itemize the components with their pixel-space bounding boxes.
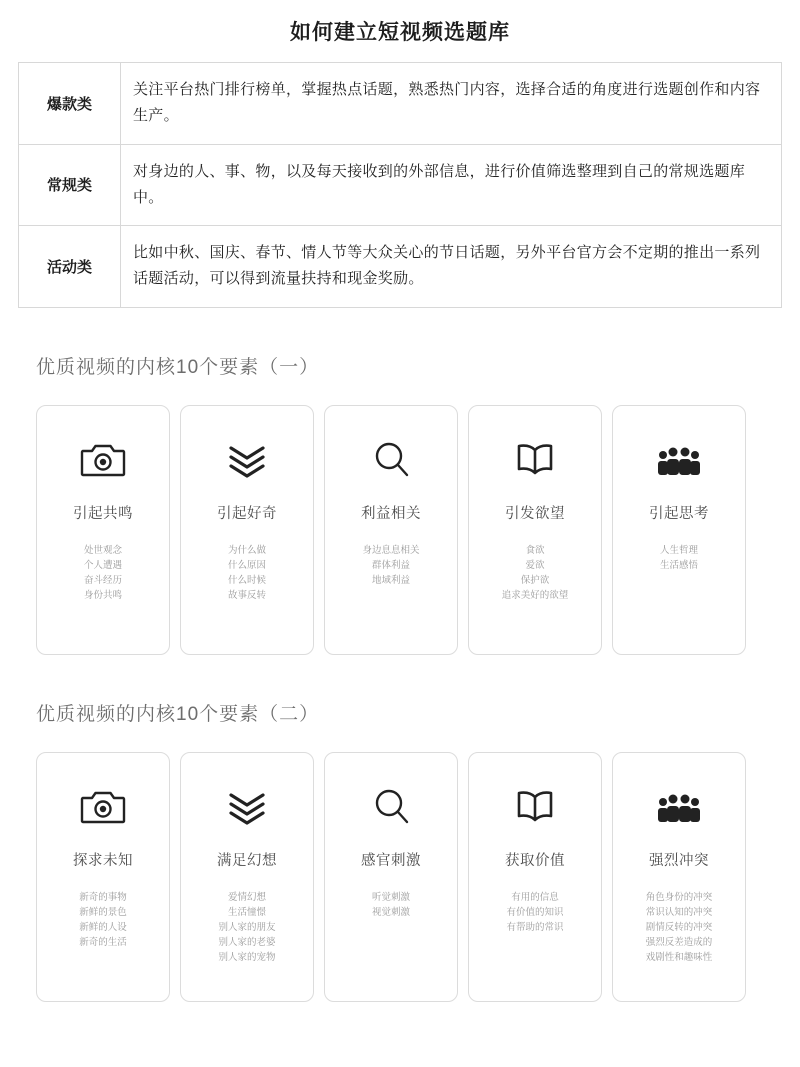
card-line: 为什么做 bbox=[227, 544, 266, 556]
card-line: 爱欲 bbox=[525, 559, 545, 571]
card-line: 强烈反差造成的 bbox=[645, 937, 713, 949]
card-detail-lines bbox=[79, 890, 127, 951]
card-line: 追求美好的欲望 bbox=[501, 590, 569, 602]
card-line: 别人家的朋友 bbox=[218, 921, 276, 933]
card-line: 人生哲理 bbox=[659, 544, 698, 556]
card-line: 奋斗经历 bbox=[83, 574, 122, 586]
card-detail-lines bbox=[362, 543, 419, 589]
search-icon bbox=[370, 432, 412, 488]
card-line: 常识认知的冲突 bbox=[645, 906, 713, 918]
topic-library-table bbox=[18, 62, 782, 308]
table-cell-category: 常规类 bbox=[19, 144, 121, 226]
card-line: 个人遭遇 bbox=[83, 559, 122, 571]
table-cell-description: 比如中秋、国庆、春节、情人节等大众关心的节日话题，另外平台官方会不定期的推出一系列话题活动，可以得到流量扶持和现金奖励。 bbox=[121, 226, 782, 308]
card-line: 爱情幻想 bbox=[227, 891, 266, 903]
element-card-curiosity bbox=[180, 405, 314, 655]
card-line: 生活感悟 bbox=[659, 559, 698, 571]
card-detail-lines bbox=[660, 543, 698, 573]
search-icon bbox=[370, 779, 412, 835]
card-line: 角色身份的冲突 bbox=[645, 891, 713, 903]
table-cell-category: 爆款类 bbox=[19, 63, 121, 145]
card-line: 别人家的老婆 bbox=[218, 937, 276, 949]
table-row bbox=[19, 63, 782, 145]
card-line: 什么原因 bbox=[227, 559, 266, 571]
card-line: 什么时候 bbox=[227, 574, 266, 586]
card-detail-lines bbox=[372, 890, 410, 920]
card-detail-lines bbox=[218, 890, 275, 966]
card-detail-lines bbox=[506, 890, 563, 936]
element-card-interest-relevance bbox=[324, 405, 458, 655]
card-line: 食欲 bbox=[525, 544, 545, 556]
element-card-desire bbox=[468, 405, 602, 655]
card-title: 探求未知 bbox=[73, 852, 133, 869]
card-title: 引发欲望 bbox=[505, 505, 565, 522]
card-title: 利益相关 bbox=[361, 505, 421, 522]
card-line: 新鲜的人设 bbox=[79, 921, 127, 933]
card-line: 处世观念 bbox=[83, 544, 122, 556]
card-line: 有用的信息 bbox=[511, 891, 559, 903]
card-line: 新奇的生活 bbox=[79, 937, 127, 949]
card-line: 身边息息相关 bbox=[362, 544, 420, 556]
card-detail-lines bbox=[502, 543, 569, 604]
chevrons-down-icon bbox=[224, 432, 270, 488]
element-card-strong-conflict bbox=[612, 752, 746, 1002]
element-card-reflection bbox=[612, 405, 746, 655]
card-title: 引起思考 bbox=[649, 505, 709, 522]
people-icon bbox=[655, 432, 703, 488]
element-card-fantasy bbox=[180, 752, 314, 1002]
table-row bbox=[19, 144, 782, 226]
card-title: 强烈冲突 bbox=[649, 852, 709, 869]
card-line: 保护欲 bbox=[520, 574, 550, 586]
card-line: 群体利益 bbox=[371, 559, 410, 571]
card-line: 有帮助的常识 bbox=[506, 921, 564, 933]
element-card-explore-unknown bbox=[36, 752, 170, 1002]
card-line: 剧情反转的冲突 bbox=[645, 921, 713, 933]
card-title: 满足幻想 bbox=[217, 852, 277, 869]
element-card-gain-value bbox=[468, 752, 602, 1002]
card-line: 地域利益 bbox=[371, 574, 410, 586]
card-line: 有价值的知识 bbox=[506, 906, 564, 918]
book-icon bbox=[511, 432, 559, 488]
section-heading-one: 优质视频的内核10个要素（一） bbox=[36, 356, 320, 378]
card-line: 别人家的宠物 bbox=[218, 952, 276, 964]
table-cell-description: 对身边的人、事、物，以及每天接收到的外部信息，进行价值筛选整理到自己的常规选题库中。 bbox=[121, 144, 782, 226]
card-line: 视觉刺激 bbox=[371, 906, 410, 918]
card-detail-lines bbox=[228, 543, 266, 604]
card-line: 听觉刺激 bbox=[371, 891, 410, 903]
card-title: 引起共鸣 bbox=[73, 505, 133, 522]
card-line: 戏剧性和趣味性 bbox=[645, 952, 713, 964]
card-line: 身份共鸣 bbox=[83, 590, 122, 602]
table-cell-category: 活动类 bbox=[19, 226, 121, 308]
topic-library-table-section bbox=[18, 0, 782, 308]
card-detail-lines bbox=[84, 543, 122, 604]
element-card-resonance bbox=[36, 405, 170, 655]
card-title: 获取价值 bbox=[505, 852, 565, 869]
table-row bbox=[19, 226, 782, 308]
camera-icon bbox=[80, 779, 126, 835]
card-line: 故事反转 bbox=[227, 590, 266, 602]
card-line: 新鲜的景色 bbox=[79, 906, 127, 918]
people-icon bbox=[655, 779, 703, 835]
section-heading-two: 优质视频的内核10个要素（二） bbox=[36, 703, 320, 725]
card-title: 感官刺激 bbox=[361, 852, 421, 869]
book-icon bbox=[511, 779, 559, 835]
chevrons-down-icon bbox=[224, 779, 270, 835]
element-card-row-two bbox=[36, 752, 800, 1002]
element-card-sensory-stimulation bbox=[324, 752, 458, 1002]
element-card-row-one bbox=[36, 405, 800, 655]
card-line: 新奇的事物 bbox=[79, 891, 127, 903]
table-cell-description: 关注平台热门排行榜单，掌握热点话题，熟悉热门内容，选择合适的角度进行选题创作和内容生产。 bbox=[121, 63, 782, 145]
card-detail-lines bbox=[646, 890, 713, 966]
card-line: 生活憧憬 bbox=[227, 906, 266, 918]
card-title: 引起好奇 bbox=[217, 505, 277, 522]
camera-icon bbox=[80, 432, 126, 488]
page-title: 如何建立短视频选题库 bbox=[290, 21, 510, 44]
